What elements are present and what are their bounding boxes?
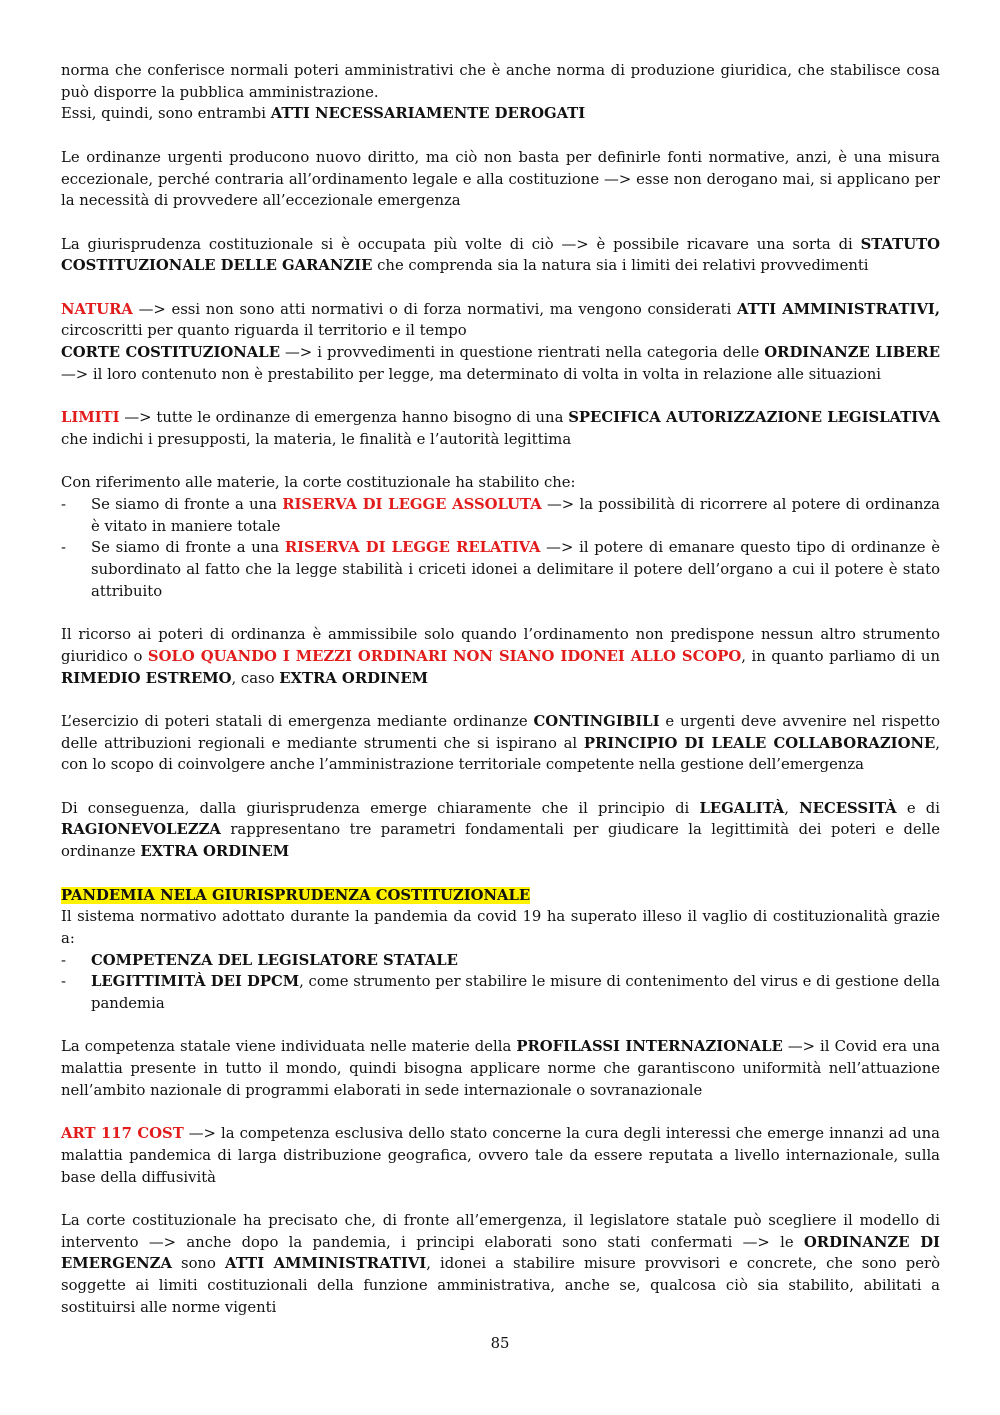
- paragraph: ART 117 COST —> la competenza esclusiva dello stato concerne la cura degli interessi che emerge innanzi ad una malattia pandemica di larga distribuzione geografica, ovvero tale da essere reputata a livello internazionale, sulla base della diffusività: [61, 1125, 940, 1186]
- paragraph: Il sistema normativo adottato durante la pandemia da covid 19 ha superato illeso il vaglio di costituzionalità grazie a:: [61, 908, 940, 947]
- bold-term: ATTI AMMINISTRATIVI: [225, 1255, 427, 1273]
- bold-term: PROFILASSI INTERNAZIONALE: [516, 1038, 783, 1056]
- paragraph: L’esercizio di poteri statali di emergenza mediante ordinanze CONTINGIBILI e urgenti deve avvenire nel rispetto delle attribuzioni regionali e mediante strumenti che si ispirano al PRINCIPIO DI LEALE COLLABORAZIONE, con lo scopo di coinvolgere anche l’amministrazione territoriale competente nella gestione dell’emergenza: [61, 712, 940, 774]
- paragraph: LIMITI —> tutte le ordinanze di emergenza hanno bisogno di una SPECIFICA AUTORIZZAZIONE LEGISLATIVA che indichi i presupposti, la materia, le finalità e l’autorità legittima: [61, 409, 940, 448]
- red-term: RISERVA DI LEGGE RELATIVA: [284, 539, 541, 557]
- paragraph: Con riferimento alle materie, la corte costituzionale ha stabilito che:: [61, 474, 576, 492]
- bold-term: RAGIONEVOLEZZA: [61, 821, 221, 839]
- paragraph: Di conseguenza, dalla giurisprudenza emerge chiaramente che il principio di LEGALITÀ, NECESSITÀ e di RAGIONEVOLEZZA rappresentano tre parametri fondamentali per giudicare la legittimità dei poteri e delle ordinanze EXTRA ORDINEM: [61, 799, 940, 861]
- paragraph: NATURA —> essi non sono atti normativi o di forza normativi, ma vengono considerati ATTI AMMINISTRATIVI, circoscritti per quanto riguarda il territorio e il tempo: [61, 300, 940, 340]
- document-body: [61, 60, 940, 1319]
- paragraph: Essi, quindi, sono entrambi ATTI NECESSARIAMENTE DEROGATI: [61, 105, 586, 123]
- red-term: SOLO QUANDO I MEZZI ORDINARI NON SIANO IDONEI ALLO SCOPO: [147, 647, 742, 665]
- red-term: LIMITI: [61, 409, 120, 427]
- bold-term: CORTE COSTITUZIONALE: [61, 344, 280, 362]
- paragraph: La competenza statale viene individuata nelle materie della PROFILASSI INTERNAZIONALE —> il Covid era una malattia presente in tutto il mondo, quindi bisogna applicare norme che garantiscono uniformità nell’attuazione nell’ambito nazionale di programmi elaborati in sede internazionale o sovranazionale: [61, 1038, 940, 1099]
- bold-term: NECESSITÀ: [799, 799, 897, 817]
- list-item: [61, 950, 940, 972]
- bold-term: RIMEDIO ESTREMO: [61, 669, 232, 687]
- paragraph: La giurisprudenza costituzionale si è occupata più volte di ciò —> è possibile ricavare una sorta di STATUTO COSTITUZIONALE DELLE GARANZIE che comprenda sia la natura sia i limiti dei relativi provvedimenti: [61, 235, 940, 275]
- bold-term: STATUTO COSTITUZIONALE DELLE GARANZIE: [61, 235, 940, 275]
- bold-term: PRINCIPIO DI LEALE COLLABORAZIONE: [583, 734, 936, 752]
- red-term: NATURA: [61, 300, 133, 318]
- bold-term: ORDINANZE LIBERE: [764, 344, 940, 362]
- paragraph: CORTE COSTITUZIONALE —> i provvedimenti in questione rientrati nella categoria delle ORDINANZE LIBERE —> il loro contenuto non è prestabilito per legge, ma determinato di volta in volta in relazione alle situazioni: [61, 344, 940, 383]
- paragraph: Le ordinanze urgenti producono nuovo diritto, ma ciò non basta per definirle fonti normative, anzi, è una misura eccezionale, perché contraria all’ordinamento legale e alla costituzione —> esse non derogano mai, si applicano per la necessità di provvedere all’eccezionale emergenza: [61, 148, 940, 210]
- bold-term: CONTINGIBILI: [533, 712, 660, 730]
- bold-term: EXTRA ORDINEM: [140, 843, 290, 861]
- red-term: ART 117 COST: [61, 1125, 184, 1143]
- bold-term: ATTI NECESSARIAMENTE DEROGATI: [270, 105, 586, 123]
- bold-term: LEGALITÀ: [699, 799, 785, 817]
- bold-term: SPECIFICA AUTORIZZAZIONE LEGISLATIVA: [568, 409, 940, 427]
- bold-term: LEGITTIMITÀ DEI DPCM: [91, 973, 300, 991]
- bold-term: ORDINANZE DI EMERGENZA: [61, 1233, 940, 1273]
- highlighted-heading: PANDEMIA NELA GIURISPRUDENZA COSTITUZIONALE: [61, 886, 531, 904]
- red-term: RISERVA DI LEGGE ASSOLUTA: [282, 495, 542, 513]
- paragraph: La corte costituzionale ha precisato che, di fronte all’emergenza, il legislatore statale può scegliere il modello di intervento —> anche dopo la pandemia, i principi elaborati sono stati confermati —> le ORDINANZE DI EMERGENZA sono ATTI AMMINISTRATIVI, idonei a stabilire misure provvisori e concrete, che sono però soggette ai limiti costituzionali della funzione amministrativa, anche se, qualcosa ciò sia stabilito, abilitati a sostituirsi alle norme vigenti: [61, 1212, 940, 1316]
- bold-term: COMPETENZA DEL LEGISLATORE STATALE: [91, 951, 458, 969]
- dash-list: [61, 950, 940, 1015]
- page-number: 85: [490, 1335, 510, 1352]
- paragraph: norma che conferisce normali poteri amministrativi che è anche norma di produzione giuridica, che stabilisce cosa può disporre la pubblica amministrazione.: [61, 62, 940, 101]
- bold-term: EXTRA ORDINEM: [279, 669, 429, 687]
- section-heading: [61, 885, 940, 907]
- list-item: - Se siamo di fronte a una RISERVA DI LEGGE ASSOLUTA —> la possibilità di ricorrere al potere di ordinanza è vitato in maniere totale: [61, 494, 940, 537]
- paragraph: Il ricorso ai poteri di ordinanza è ammissibile solo quando l’ordinamento non predispone nessun altro strumento giuridico o SOLO QUANDO I MEZZI ORDINARI NON SIANO IDONEI ALLO SCOPO, in quanto parliamo di un RIMEDIO ESTREMO, caso EXTRA ORDINEM: [61, 626, 940, 687]
- list-item: - Se siamo di fronte a una RISERVA DI LEGGE RELATIVA —> il potere di emanare questo tipo di ordinanze è subordinato al fatto che la legge stabilità i criceti idonei a delimitare il potere dell’organo a cui il potere è stato attribuito: [61, 537, 940, 602]
- bold-term: ATTI AMMINISTRATIVI,: [737, 300, 940, 318]
- list-item: - LEGITTIMITÀ DEI DPCM, come strumento per stabilire le misure di contenimento del virus e di gestione della pandemia: [61, 971, 940, 1014]
- dash-list: [61, 494, 940, 603]
